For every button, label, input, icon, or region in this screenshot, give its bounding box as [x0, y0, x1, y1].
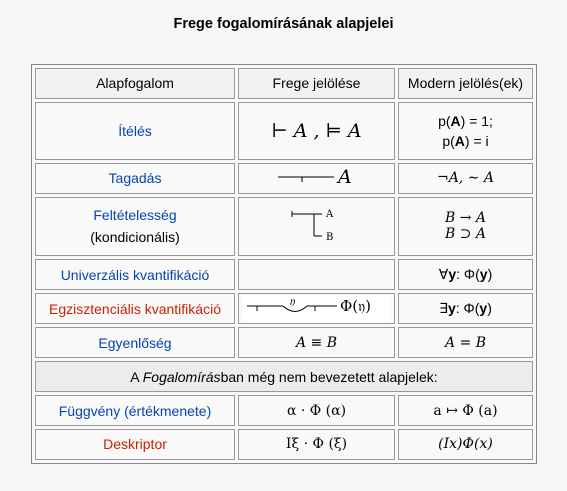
table-row	[35, 327, 533, 358]
modern-iteles: p(A) = 1; p(A) = i	[398, 102, 533, 160]
table-row	[35, 361, 533, 392]
frege-egyenloseg: A ≡ B	[238, 327, 395, 358]
modern-tagadas: ¬A, ∼ A	[398, 163, 533, 194]
table-row	[35, 102, 533, 160]
link-tagadas[interactable]: Tagadás	[108, 170, 162, 187]
modern-univerzalis: ∀y: Φ(y)	[398, 259, 533, 290]
existential-concavity-icon	[243, 295, 391, 319]
conditional-stroke-icon	[272, 203, 362, 247]
table-row	[35, 259, 533, 290]
modern-deskriptor: (Ix)Φ(x)	[398, 429, 533, 460]
table-row	[35, 395, 533, 426]
frege-egzisztencialis	[238, 293, 395, 324]
table-row	[35, 429, 533, 460]
header-modern: Modern jelölés(ek)	[398, 68, 533, 99]
link-deskriptor[interactable]: Deskriptor	[103, 436, 167, 453]
svg-text:𝔶: 𝔶	[288, 295, 295, 309]
frege-univerzalis	[238, 259, 395, 290]
modern-felteteles: B → A B ⊃ A	[398, 197, 533, 257]
link-felteteles[interactable]: Feltételesség	[93, 207, 177, 224]
table-row	[35, 293, 533, 324]
table-row	[35, 163, 533, 194]
modern-fuggveny: a ↦ Φ (a)	[398, 395, 533, 426]
frege-notation-table	[31, 64, 537, 464]
svg-text:B: B	[325, 231, 333, 243]
link-egyenloseg[interactable]: Egyenlőség	[98, 334, 172, 351]
frege-tagadas	[238, 163, 395, 194]
link-iteles[interactable]: Ítélés	[118, 122, 152, 139]
header-alapfogalom: Alapfogalom	[35, 68, 235, 99]
modern-egyenloseg: A = B	[398, 327, 533, 358]
table-caption: Frege fogalomírásának alapjelei	[173, 16, 394, 32]
frege-tagadas-var: A	[337, 165, 352, 188]
link-univerzalis[interactable]: Univerzális kvantifikáció	[60, 266, 210, 283]
link-egzisztencialis[interactable]: Egzisztenciális kvantifikáció	[49, 300, 221, 317]
header-frege: Frege jelölése	[238, 68, 395, 99]
svg-text:Φ(𝔶): Φ(𝔶)	[339, 297, 371, 316]
modern-egzisztencialis: ∃y: Φ(y)	[398, 293, 533, 324]
link-fuggveny[interactable]: Függvény (értékmenete)	[58, 402, 212, 419]
frege-iteles-symbol: ⊢ A , ⊨ A	[271, 119, 362, 142]
frege-fuggveny: α · Φ (α)	[238, 395, 395, 426]
table-row	[35, 197, 533, 257]
negation-stroke-icon	[272, 165, 362, 189]
note-row: A Fogalomírásban még nem bevezetett alapjelek:	[35, 361, 533, 392]
frege-iteles	[238, 102, 395, 160]
frege-deskriptor: Iξ · Φ (ξ)	[238, 429, 395, 460]
felteteles-sublabel: (kondicionális)	[90, 229, 180, 246]
frege-felteteles	[238, 197, 395, 257]
svg-text:A: A	[325, 208, 333, 220]
